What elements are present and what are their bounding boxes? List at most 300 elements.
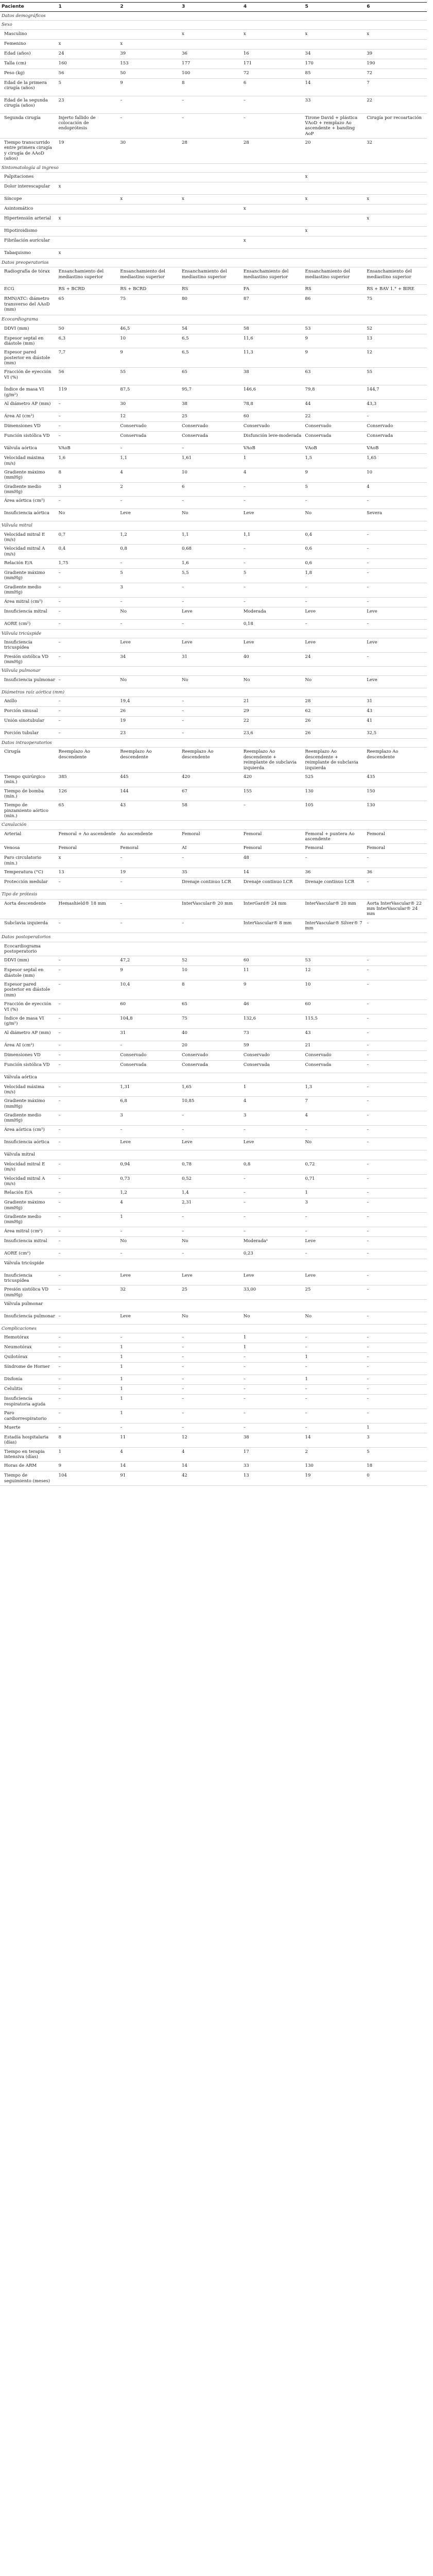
table-row bbox=[0, 78, 427, 96]
patient-cell: Conservada bbox=[304, 1060, 366, 1073]
patient-cell: No bbox=[180, 1236, 242, 1249]
row-label: Insuficiencia aórtica bbox=[0, 1138, 57, 1150]
patient-cell: 130 bbox=[365, 801, 427, 821]
patient-cell: – bbox=[365, 1189, 427, 1198]
table-row bbox=[0, 787, 427, 801]
patient-cell bbox=[242, 172, 304, 182]
table-row bbox=[0, 204, 427, 214]
section-title: Ecocardiograma bbox=[0, 315, 427, 324]
patient-cell: 23 bbox=[118, 729, 180, 739]
patient-cell: – bbox=[180, 96, 242, 113]
patient-cell: 18 bbox=[365, 1462, 427, 1471]
row-label: Disfonía bbox=[0, 1375, 57, 1385]
patient-cell: – bbox=[365, 1028, 427, 1041]
patient-cell: Leve bbox=[180, 1271, 242, 1285]
table-row bbox=[0, 675, 427, 688]
patient-cell: 43 bbox=[118, 801, 180, 821]
table-row bbox=[0, 214, 427, 226]
patient-cell: 30 bbox=[118, 139, 180, 163]
patient-cell: Ensanchamiento del mediastino superior bbox=[242, 267, 304, 285]
header-cell: 4 bbox=[242, 3, 304, 12]
row-label: Ecocardiograma postoperatorio bbox=[0, 942, 57, 956]
row-label: DDVI (mm) bbox=[0, 324, 57, 334]
row-label: Tiempo de pinzamiento aórtico (min.) bbox=[0, 801, 57, 821]
patient-cell: 78,8 bbox=[242, 400, 304, 412]
row-label: Relación E/A bbox=[0, 559, 57, 569]
patient-cell: 445 bbox=[118, 772, 180, 787]
patient-cell: 22 bbox=[365, 96, 427, 113]
patient-cell: – bbox=[57, 1353, 119, 1363]
patient-cell: 4 bbox=[118, 468, 180, 482]
patient-cell: 2 bbox=[118, 482, 180, 497]
patient-cell: – bbox=[242, 1385, 304, 1395]
patient-cell bbox=[180, 1150, 242, 1160]
table-row bbox=[0, 400, 427, 412]
row-label: Espesor septal en diástole (mm) bbox=[0, 966, 57, 980]
patient-cell: 56 bbox=[57, 368, 119, 385]
section-header bbox=[0, 258, 427, 267]
patient-cell: 87 bbox=[242, 295, 304, 315]
patient-cell: – bbox=[57, 1097, 119, 1111]
patient-cell: 4 bbox=[180, 1447, 242, 1462]
section-title: Sintomatología al ingreso bbox=[0, 163, 427, 172]
patient-cell: – bbox=[365, 1353, 427, 1363]
patient-cell: – bbox=[365, 597, 427, 607]
table-row bbox=[0, 295, 427, 315]
patient-cell: – bbox=[118, 1041, 180, 1050]
patient-cell: – bbox=[57, 1285, 119, 1300]
patient-cell: 55 bbox=[365, 368, 427, 385]
patient-cell: 23,6 bbox=[242, 729, 304, 739]
table-row bbox=[0, 412, 427, 422]
patient-cell: 2,31 bbox=[180, 1198, 242, 1213]
table-row bbox=[0, 267, 427, 285]
patient-cell: – bbox=[118, 878, 180, 890]
row-label: Quilotórax bbox=[0, 1353, 57, 1363]
patient-cell: – bbox=[365, 559, 427, 569]
table-row bbox=[0, 226, 427, 236]
row-label: Venosa bbox=[0, 844, 57, 854]
patient-cell: x bbox=[304, 29, 366, 39]
patient-cell bbox=[180, 236, 242, 248]
patient-cell: 1 bbox=[365, 1423, 427, 1433]
patient-cell: 9 bbox=[304, 348, 366, 368]
row-label: Porción tubular bbox=[0, 729, 57, 739]
section-header bbox=[0, 21, 427, 29]
table-row bbox=[0, 194, 427, 204]
patient-cell: 6,5 bbox=[180, 334, 242, 348]
patient-cell: 160 bbox=[57, 59, 119, 69]
table-header bbox=[0, 3, 427, 12]
patient-cell: – bbox=[365, 1138, 427, 1150]
table-row bbox=[0, 1111, 427, 1126]
patient-cell bbox=[365, 1150, 427, 1160]
patient-cell: Cirugía por recoartación bbox=[365, 113, 427, 138]
patient-cell: 9 bbox=[57, 1462, 119, 1471]
patient-cell: – bbox=[365, 652, 427, 667]
patient-cell: – bbox=[242, 1125, 304, 1138]
table-row bbox=[0, 385, 427, 400]
patient-cell: – bbox=[365, 1236, 427, 1249]
patient-cell: – bbox=[365, 1060, 427, 1073]
table-row bbox=[0, 334, 427, 348]
table-row bbox=[0, 482, 427, 497]
patient-cell: – bbox=[365, 1160, 427, 1174]
section-header bbox=[0, 521, 427, 530]
row-label: Asintomático bbox=[0, 204, 57, 214]
patient-cell bbox=[57, 204, 119, 214]
table-row bbox=[0, 182, 427, 194]
patient-cell: – bbox=[57, 422, 119, 432]
row-label: Insuficiencia respiratoria aguda bbox=[0, 1395, 57, 1409]
row-label: Edad de la segunda cirugía (años) bbox=[0, 96, 57, 113]
patient-cell bbox=[57, 172, 119, 182]
patient-cell bbox=[304, 1300, 366, 1312]
patient-cell: 43 bbox=[365, 707, 427, 717]
patient-cell: – bbox=[365, 1249, 427, 1259]
patient-cell: – bbox=[242, 1198, 304, 1213]
patient-cell: 14 bbox=[242, 868, 304, 878]
patient-cell bbox=[304, 39, 366, 49]
table-row bbox=[0, 1343, 427, 1353]
table-row bbox=[0, 1259, 427, 1271]
patient-cell: 0,18 bbox=[242, 619, 304, 629]
patient-cell: 52 bbox=[365, 324, 427, 334]
patient-cell: 55 bbox=[118, 368, 180, 385]
section-header bbox=[0, 1325, 427, 1333]
row-label: Fracción de eyección VI (%) bbox=[0, 368, 57, 385]
patient-cell: Leve bbox=[304, 1271, 366, 1285]
patient-cell: RS bbox=[180, 285, 242, 295]
row-label: Fracción de eyección VI (%) bbox=[0, 1000, 57, 1014]
patient-cell: – bbox=[365, 966, 427, 980]
patient-cell: Femoral bbox=[365, 829, 427, 844]
patient-cell: Conservado bbox=[118, 1050, 180, 1060]
patient-cell: – bbox=[118, 1333, 180, 1343]
patient-cell: 35 bbox=[180, 868, 242, 878]
header-cell: 6 bbox=[365, 3, 427, 12]
patient-cell: Disfunción leve-moderada bbox=[242, 432, 304, 444]
patient-cell: 8 bbox=[180, 980, 242, 1000]
table-row bbox=[0, 1227, 427, 1236]
patient-cell: – bbox=[57, 1333, 119, 1343]
patient-cell: 9 bbox=[242, 980, 304, 1000]
patient-cell: – bbox=[180, 597, 242, 607]
patient-cell: InterVascular® 20 mm bbox=[304, 899, 366, 919]
section-header bbox=[0, 890, 427, 899]
table-row bbox=[0, 1014, 427, 1028]
patient-cell: No bbox=[242, 675, 304, 688]
row-label: Fibrilación auricular bbox=[0, 236, 57, 248]
patient-cell: 4 bbox=[118, 1447, 180, 1462]
patient-cell bbox=[304, 204, 366, 214]
patient-cell: – bbox=[180, 444, 242, 454]
patient-cell: 1 bbox=[57, 1447, 119, 1462]
patient-cell: AI bbox=[180, 844, 242, 854]
patient-cell: 0,7 bbox=[57, 530, 119, 545]
table-row bbox=[0, 1375, 427, 1385]
table-row bbox=[0, 638, 427, 652]
patient-cell: 62 bbox=[304, 707, 366, 717]
table-row bbox=[0, 1198, 427, 1213]
table-row bbox=[0, 868, 427, 878]
patient-cell: – bbox=[242, 96, 304, 113]
patient-cell: 38 bbox=[180, 400, 242, 412]
patient-cell bbox=[180, 226, 242, 236]
patient-cell: 11,3 bbox=[242, 348, 304, 368]
row-label: Espesor pared posterior en diástole (mm) bbox=[0, 348, 57, 368]
patient-cell: 1 bbox=[304, 1375, 366, 1385]
patient-cell: 34 bbox=[304, 49, 366, 59]
table-row bbox=[0, 1097, 427, 1111]
patient-cell: Conservado bbox=[365, 422, 427, 432]
row-label: Hipertensión arterial bbox=[0, 214, 57, 226]
patient-cell: – bbox=[57, 619, 119, 629]
patient-cell: 435 bbox=[365, 772, 427, 787]
patient-cell bbox=[118, 1300, 180, 1312]
table-row bbox=[0, 1160, 427, 1174]
patient-cell bbox=[118, 204, 180, 214]
patient-cell: – bbox=[242, 482, 304, 497]
patient-cell: 1 bbox=[118, 1363, 180, 1375]
patient-cell: – bbox=[365, 956, 427, 966]
patient-cell bbox=[242, 1073, 304, 1082]
row-label: Presión sistólica VD (mmHg) bbox=[0, 1285, 57, 1300]
patient-cell: – bbox=[57, 707, 119, 717]
patient-cell: 42 bbox=[180, 1471, 242, 1486]
patient-cell: 1 bbox=[242, 454, 304, 468]
patient-cell bbox=[57, 29, 119, 39]
patient-cell: – bbox=[57, 1000, 119, 1014]
table-row bbox=[0, 980, 427, 1000]
patient-cell: – bbox=[365, 1385, 427, 1395]
patient-cell: Leve bbox=[365, 607, 427, 619]
row-label: AORE (cm²) bbox=[0, 1249, 57, 1259]
section-title: Canulación bbox=[0, 821, 427, 829]
patient-cell: – bbox=[118, 597, 180, 607]
patient-cell: 23 bbox=[57, 96, 119, 113]
patient-cell: 26 bbox=[118, 707, 180, 717]
patient-cell bbox=[118, 182, 180, 194]
table-row bbox=[0, 285, 427, 295]
patient-cell: – bbox=[365, 1014, 427, 1028]
patient-cell bbox=[304, 1150, 366, 1160]
patient-cell: 24 bbox=[57, 49, 119, 59]
patient-cell: 39 bbox=[118, 49, 180, 59]
row-label: Protección medular bbox=[0, 878, 57, 890]
table-row bbox=[0, 468, 427, 482]
patient-cell: No bbox=[180, 1312, 242, 1325]
patient-cell: 1 bbox=[118, 1385, 180, 1395]
patient-cell: – bbox=[57, 1363, 119, 1375]
patient-cell: 43,3 bbox=[365, 400, 427, 412]
row-label: Área aórtica (cm²) bbox=[0, 1125, 57, 1138]
patient-cell: 65 bbox=[57, 295, 119, 315]
patient-cell: – bbox=[242, 583, 304, 597]
patient-cell: 1 bbox=[118, 1343, 180, 1353]
patient-cell: – bbox=[118, 899, 180, 919]
table-row bbox=[0, 801, 427, 821]
row-label: Gradiente máximo (mmHg) bbox=[0, 1097, 57, 1111]
patient-cell: – bbox=[304, 1363, 366, 1375]
patient-cell: – bbox=[57, 980, 119, 1000]
patient-cell: 525 bbox=[304, 772, 366, 787]
patient-cell: 52 bbox=[180, 956, 242, 966]
patient-cell: Tirone David + plástica VAoD + remplazo Ao ascendente + banding AoP bbox=[304, 113, 366, 138]
patient-cell: Reemplazo Ao descendente + reimplante de subclavia izquierda bbox=[304, 748, 366, 772]
patient-cell: 0,94 bbox=[118, 1160, 180, 1174]
patient-cell: – bbox=[365, 1312, 427, 1325]
patient-cell: – bbox=[118, 1125, 180, 1138]
section-header bbox=[0, 933, 427, 942]
table-row bbox=[0, 772, 427, 787]
patient-cell: Severa bbox=[365, 509, 427, 521]
table-row bbox=[0, 96, 427, 113]
patient-cell: 0,73 bbox=[118, 1174, 180, 1189]
patient-cell: Femoral bbox=[242, 829, 304, 844]
table-row bbox=[0, 1189, 427, 1198]
patient-cell bbox=[365, 182, 427, 194]
patient-cell: 60 bbox=[242, 412, 304, 422]
section-title: Datos preoperatorios bbox=[0, 258, 427, 267]
patient-cell: 28 bbox=[180, 139, 242, 163]
patient-cell bbox=[180, 214, 242, 226]
patient-cell: – bbox=[118, 559, 180, 569]
patient-cell: – bbox=[365, 1343, 427, 1353]
table-row bbox=[0, 59, 427, 69]
patient-cell: Femoral bbox=[304, 844, 366, 854]
table-row bbox=[0, 39, 427, 49]
patient-cell: 44 bbox=[304, 400, 366, 412]
patient-cell: – bbox=[304, 597, 366, 607]
patient-cell: 14 bbox=[118, 1462, 180, 1471]
row-label: Segunda cirugía bbox=[0, 113, 57, 138]
patient-cell: 9 bbox=[304, 334, 366, 348]
patient-cell: Conservado bbox=[180, 422, 242, 432]
patient-cell: x bbox=[180, 194, 242, 204]
patient-cell: 7 bbox=[304, 1097, 366, 1111]
patient-cell bbox=[365, 1073, 427, 1082]
patient-cell: 0,4 bbox=[57, 545, 119, 559]
patient-cell: 0,6 bbox=[304, 559, 366, 569]
row-label: Neumotórax bbox=[0, 1343, 57, 1353]
patient-cell: – bbox=[57, 1138, 119, 1150]
patient-cell: 26 bbox=[304, 717, 366, 729]
patient-cell: – bbox=[304, 1343, 366, 1353]
row-label: Área aórtica (cm²) bbox=[0, 497, 57, 509]
patient-cell: Moderada bbox=[242, 607, 304, 619]
patient-cell: 1,6 bbox=[57, 454, 119, 468]
patient-cell: – bbox=[57, 607, 119, 619]
section-header bbox=[0, 739, 427, 748]
patient-cell: 130 bbox=[304, 787, 366, 801]
row-label: Síncope bbox=[0, 194, 57, 204]
table-row bbox=[0, 1462, 427, 1471]
patient-cell: 19,4 bbox=[118, 697, 180, 707]
patient-cell: – bbox=[57, 1174, 119, 1189]
patient-cell: – bbox=[242, 1353, 304, 1363]
patient-cell: – bbox=[118, 919, 180, 933]
header-cell: 1 bbox=[57, 3, 119, 12]
section-title: Válvula pulmonar bbox=[0, 667, 427, 675]
section-header bbox=[0, 315, 427, 324]
row-label: Tiempo en terapia intensiva (días) bbox=[0, 1447, 57, 1462]
patient-cell: – bbox=[242, 1212, 304, 1227]
patient-cell: – bbox=[180, 1212, 242, 1227]
table-row bbox=[0, 530, 427, 545]
patient-cell: 33 bbox=[242, 1462, 304, 1471]
patient-cell: x bbox=[118, 39, 180, 49]
patient-cell: x bbox=[365, 214, 427, 226]
patient-cell: 19 bbox=[118, 868, 180, 878]
table-row bbox=[0, 1000, 427, 1014]
table-row bbox=[0, 1082, 427, 1097]
row-label: Área mitral (cm²) bbox=[0, 597, 57, 607]
patient-cell bbox=[180, 39, 242, 49]
row-label: Velocidad mitral E (m/s) bbox=[0, 1160, 57, 1174]
patient-cell: – bbox=[365, 1050, 427, 1060]
table-row bbox=[0, 1125, 427, 1138]
patient-cell: 12 bbox=[118, 412, 180, 422]
patient-cell: Leve bbox=[365, 638, 427, 652]
patient-cell: – bbox=[365, 1082, 427, 1097]
patient-cell: 0,72 bbox=[304, 1160, 366, 1174]
patient-cell: Leve bbox=[118, 638, 180, 652]
row-label: Válvula mitral bbox=[0, 1150, 57, 1160]
patient-cell: – bbox=[365, 545, 427, 559]
patient-cell: – bbox=[242, 1395, 304, 1409]
patient-cell: Ensanchamiento del mediastino superior bbox=[304, 267, 366, 285]
row-label: Función sistólica VD bbox=[0, 432, 57, 444]
patient-cell: 36 bbox=[304, 868, 366, 878]
table-row bbox=[0, 956, 427, 966]
section-title: Válvula mitral bbox=[0, 521, 427, 530]
patient-cell bbox=[365, 1259, 427, 1271]
section-header bbox=[0, 688, 427, 697]
table-row bbox=[0, 707, 427, 717]
patient-cell: 1,3 bbox=[304, 1082, 366, 1097]
patient-cell: 7,7 bbox=[57, 348, 119, 368]
patient-cell bbox=[57, 1259, 119, 1271]
patient-cell: Drenaje continuo LCR bbox=[242, 878, 304, 890]
patient-cell: Leve bbox=[242, 1138, 304, 1150]
row-label: Arterial bbox=[0, 829, 57, 844]
patient-cell: 0,78 bbox=[180, 1160, 242, 1174]
patient-cell: 0,52 bbox=[180, 1174, 242, 1189]
row-label: Tabaquismo bbox=[0, 248, 57, 258]
patient-cell: – bbox=[365, 1174, 427, 1189]
patient-cell: x bbox=[304, 226, 366, 236]
patient-cell: Conservada bbox=[180, 432, 242, 444]
patient-cell: x bbox=[57, 854, 119, 868]
patient-cell: – bbox=[242, 113, 304, 138]
patient-cell: – bbox=[242, 1363, 304, 1375]
patient-cell: 1,4 bbox=[180, 1189, 242, 1198]
patient-cell: No bbox=[118, 1236, 180, 1249]
patient-data-table bbox=[0, 2, 427, 1486]
patient-cell: – bbox=[180, 497, 242, 509]
patient-cell: Femoral + puntera Ao ascendente bbox=[304, 829, 366, 844]
patient-cell bbox=[304, 214, 366, 226]
patient-cell: Hemashield® 18 mm bbox=[57, 899, 119, 919]
patient-cell bbox=[118, 1073, 180, 1082]
patient-cell: Reemplazo Ao descendente bbox=[365, 748, 427, 772]
patient-cell: – bbox=[365, 1227, 427, 1236]
patient-cell: – bbox=[118, 1227, 180, 1236]
patient-cell: 153 bbox=[118, 59, 180, 69]
patient-cell: 3 bbox=[242, 1111, 304, 1126]
patient-cell: 1,2 bbox=[118, 1189, 180, 1198]
